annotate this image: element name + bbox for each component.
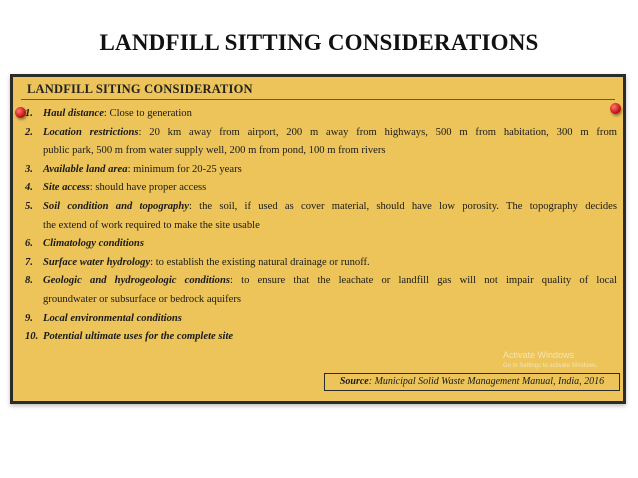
item-term: Available land area (43, 163, 128, 175)
list-item (25, 254, 617, 273)
item-text: Close to generation (106, 108, 192, 119)
item-term: Location restrictions (43, 126, 139, 138)
item-sep: : (188, 200, 192, 212)
item-text: to establish the existing natural drainage or runoff. (153, 256, 370, 268)
item-sep: : (103, 108, 107, 119)
item-sep: : (230, 275, 233, 287)
list-item (25, 235, 617, 254)
list-item (25, 272, 617, 309)
list-item (25, 328, 617, 347)
list-item (25, 161, 617, 180)
item-text: the soil, if used as cover material, should have low porosity. The topography decides (191, 200, 617, 212)
item-term: Soil condition and topography (43, 200, 189, 212)
list-item (25, 124, 617, 161)
item-number: 10. (25, 331, 39, 343)
list-item (25, 105, 617, 124)
heading-underline (21, 99, 615, 100)
item-term: Climatology conditions (43, 238, 144, 250)
list-item (25, 179, 617, 198)
notice-board (10, 74, 626, 404)
item-continuation: public park, 500 m from water supply well, 200 m from pond, 100 m from rivers (43, 145, 386, 157)
item-text: to ensure that the leachate or landfill gas will not impair quality of local (232, 275, 617, 287)
activate-windows-watermark (503, 350, 598, 372)
item-term: Site access (43, 182, 90, 194)
item-term: Potential ultimate uses for the complete site (43, 331, 234, 343)
item-number: 5. (25, 200, 33, 212)
item-term: Surface water hydrology (43, 256, 151, 268)
source-text: : Municipal Solid Waste Management Manual, India, 2016 (368, 376, 605, 387)
item-number: 9. (25, 312, 33, 324)
item-number: 4. (25, 182, 33, 194)
item-number: 1. (25, 108, 33, 119)
item-term: Geologic and hydrogeologic conditions (43, 275, 230, 287)
watermark-subtitle: Go to Settings to activate Windows. (503, 363, 598, 369)
watermark-title: Activate Windows (503, 350, 575, 360)
item-text: 20 km away from airport, 200 m away from highways, 500 m from habitation, 300 m from (141, 126, 617, 138)
considerations-list (25, 105, 617, 347)
list-item (25, 310, 617, 329)
item-number: 7. (25, 256, 33, 268)
item-text: should have proper access (92, 182, 207, 194)
slide-title: LANDFILL SITTING CONSIDERATIONS (99, 30, 539, 55)
item-term: Local environmental conditions (43, 312, 182, 324)
item-term: Haul distance (43, 108, 104, 119)
source-label: Source (339, 376, 369, 387)
item-number: 8. (25, 275, 33, 287)
item-text: minimum for 20-25 years (130, 163, 242, 175)
item-number: 6. (25, 238, 33, 250)
item-sep: : (138, 126, 142, 138)
item-continuation: groundwater or subsurface or bedrock aquifers (43, 293, 241, 305)
item-sep: : (89, 182, 93, 194)
board-heading: LANDFILL SITING CONSIDERATION (27, 82, 253, 96)
item-sep: : (127, 163, 131, 175)
item-number: 2. (25, 126, 33, 138)
item-continuation: the extend of work required to make the site usable (43, 219, 260, 231)
item-number: 3. (25, 163, 33, 175)
item-sep: : (150, 256, 154, 268)
source-citation (324, 373, 620, 391)
list-item (25, 198, 617, 235)
